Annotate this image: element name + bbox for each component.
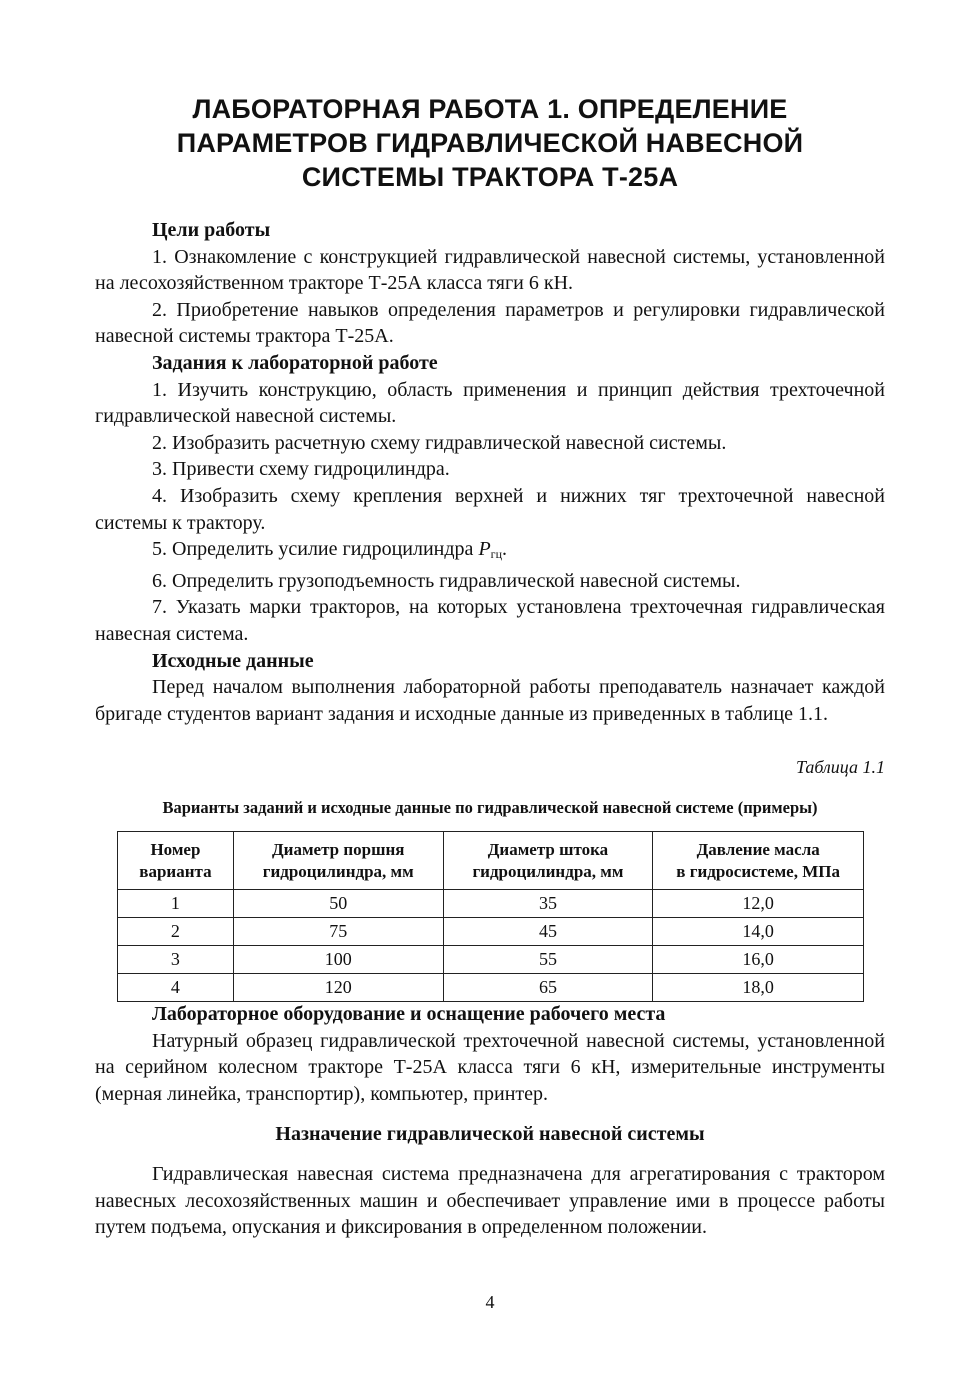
page-title (0, 92, 980, 194)
table-row (118, 946, 864, 974)
table-cell: 14,0 (653, 918, 864, 946)
table-header-row (118, 832, 864, 890)
table-cell: 12,0 (653, 890, 864, 918)
table-cell: 3 (118, 946, 234, 974)
initial-data-text: Перед началом выполнения лабораторной работы преподаватель назначает каждой бригаде студентов вариант задания и исходные данные из приведенных в таблице 1.1. (95, 676, 885, 725)
table-caption: Варианты заданий и исходные данные по гидравлической навесной системе (примеры) (162, 797, 818, 817)
equipment-text: Натурный образец гидравлической трехточечной навесной системы, установленной на серийном колесном тракторе Т-25А класса тяги 6 кН, измерительные инструменты (мерная линейка, транспортир), компьютер, принтер. (95, 1029, 885, 1105)
variants-table (117, 831, 864, 1002)
equipment-heading: Лабораторное оборудование и оснащение рабочего места (152, 1003, 666, 1025)
initial-data-heading: Исходные данные (152, 649, 314, 672)
formula-symbol: P (478, 538, 491, 561)
task-item: 3. Привести схему гидроцилиндра. (152, 458, 450, 481)
intro-section (95, 217, 885, 727)
table-cell: 1 (118, 890, 234, 918)
table-cell: 50 (233, 890, 443, 918)
task-item: 4. Изобразить схему крепления верхней и нижних тяг трехточечной навесной системы к трактору. (95, 484, 885, 534)
table-cell: 35 (443, 890, 653, 918)
title-line: ПАРАМЕТРОВ ГИДРАВЛИЧЕСКОЙ НАВЕСНОЙ (176, 128, 804, 158)
task-item: 7. Указать марки тракторов, на которых установлена трехточечная гидравлическая навесная система. (95, 596, 885, 645)
table-row (118, 918, 864, 946)
tasks-heading: Задания к лабораторной работе (152, 351, 438, 374)
equipment-section (95, 1001, 885, 1241)
table-cell: 120 (233, 974, 443, 1002)
table-cell: 16,0 (653, 946, 864, 974)
table-cell: 100 (233, 946, 443, 974)
table-header: Номер варианта (118, 832, 234, 890)
goal-item: 2. Приобретение навыков определения параметров и регулировки гидравлической навесной системы трактора Т-25А. (95, 298, 885, 348)
task-item: 6. Определить грузоподъемность гидравлической навесной системы. (152, 569, 741, 592)
table-section (95, 754, 885, 1002)
table-cell: 65 (443, 974, 653, 1002)
table-cell: 18,0 (653, 974, 864, 1002)
title-line: ЛАБОРАТОРНАЯ РАБОТА 1. ОПРЕДЕЛЕНИЕ (192, 94, 788, 124)
table-number: Таблица 1.1 (795, 757, 885, 777)
goals-heading: Цели работы (152, 219, 271, 241)
page-number: 4 (485, 1292, 495, 1312)
title-line: СИСТЕМЫ ТРАКТОРА Т-25А (301, 162, 679, 192)
table-cell: 55 (443, 946, 653, 974)
table-header: Давление масла в гидросистеме, МПа (653, 832, 864, 890)
table-cell: 45 (443, 918, 653, 946)
task-text: 5. Определить усилие гидроцилиндра (152, 538, 479, 561)
purpose-heading: Назначение гидравлической навесной системы (275, 1123, 705, 1146)
task-text: . (502, 538, 507, 561)
task-item: 1. Изучить конструкцию, область применения и принцип действия трехточечной гидравлической навесной системы. (95, 378, 885, 428)
table-cell: 4 (118, 974, 234, 1002)
formula-subscript: гц (490, 547, 502, 562)
table-header: Диаметр поршня гидроцилиндра, мм (233, 832, 443, 890)
table-cell: 75 (233, 918, 443, 946)
task-item: 2. Изобразить расчетную схему гидравлической навесной системы. (152, 431, 727, 454)
goal-item: 1. Ознакомление с конструкцией гидравлической навесной системы, установленной на лесохозяйственном тракторе Т-25А класса тяги 6 кН. (95, 245, 885, 295)
purpose-text: Гидравлическая навесная система предназначена для агрегатирования с трактором навесных лесохозяйственных машин и обеспечивает управление ими в процессе работы путем подъема, опускания и фиксирования в определенном положении. (95, 1162, 885, 1239)
task-item (95, 536, 885, 568)
table-header: Диаметр штока гидроцилиндра, мм (443, 832, 653, 890)
table-row (118, 890, 864, 918)
table-cell: 2 (118, 918, 234, 946)
table-row (118, 974, 864, 1002)
